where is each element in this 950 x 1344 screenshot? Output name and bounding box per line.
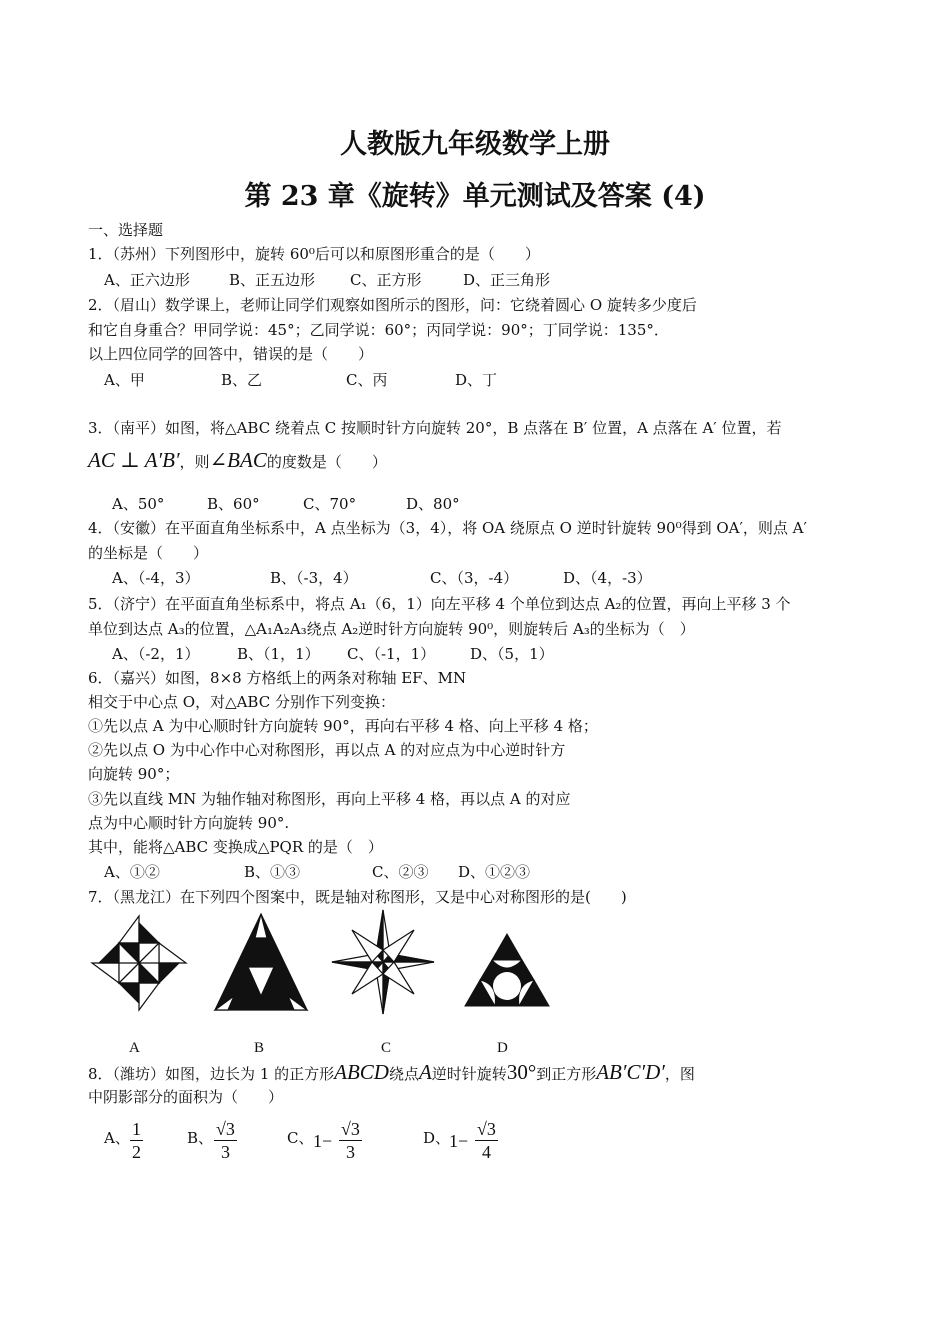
- q5-option-a: A、（-2，1）: [112, 645, 200, 663]
- q8-point-a: A: [418, 1060, 432, 1084]
- q1-option-a: A、正六边形: [104, 271, 190, 289]
- q5-option-b: B、（1，1）: [237, 645, 320, 663]
- q1-option-d: D、正三角形: [463, 271, 551, 289]
- q3-stem-line2: AC ⊥ A′B′，则∠BAC的度数是（ ）: [88, 448, 387, 472]
- doc-subtitle: 第 23 章《旋转》单元测试及答案 (4): [244, 181, 706, 212]
- q3-option-c: C、70°: [303, 495, 357, 513]
- q2-stem-line2: 和它自身重合？甲同学说：45°；乙同学说：60°；丙同学说：90°；丁同学说：135°．: [88, 321, 669, 339]
- q3-option-a: A、50°: [112, 495, 165, 513]
- q6-stem-line7: 点为中心顺时针方向旋转 90°.: [88, 814, 290, 832]
- section-heading: 一、选择题: [88, 221, 164, 239]
- q6-option-a: A、①②: [104, 863, 160, 881]
- q8-option-d-label: D、: [423, 1129, 451, 1147]
- q1-option-c: C、正方形: [350, 271, 422, 289]
- q1-stem: 1．（苏州）下列图形中，旋转 60⁰后可以和原图形重合的是（ ）: [88, 245, 540, 263]
- q4-option-c: C、（3，-4）: [430, 569, 519, 587]
- q2-option-c: C、丙: [346, 371, 388, 389]
- q8-option-d-lead: 1−: [449, 1131, 469, 1151]
- q5-stem-line2: 单位到达点 A₃的位置，△A₁A₂A₃绕点 A₂逆时针方向旋转 90⁰，则旋转后 A₃的坐标为（ ）: [88, 620, 695, 638]
- q2-stem-line3: 以上四位同学的回答中，错误的是（ ）: [88, 345, 374, 363]
- q4-stem-line1: 4．（安徽）在平面直角坐标系中，A 点坐标为（3，4），将 OA 绕原点 O 逆时针旋转 90⁰得到 OA′，则点 A′: [88, 519, 807, 537]
- q3-perp-expression: AC ⊥ A′B′: [88, 448, 180, 472]
- q7-figure-a-pinwheel: [86, 910, 192, 1016]
- q8-option-a-label: A、: [104, 1129, 130, 1147]
- q2-stem-line1: 2．（眉山）数学课上，老师让同学们观察如图所示的图形，问：它绕着圆心 O 旋转多少度后: [88, 296, 697, 314]
- q8-stem-line2: 中阴影部分的面积为（ ）: [88, 1088, 284, 1106]
- q4-option-a: A、（-4，3）: [112, 569, 200, 587]
- q8-option-c-lead: 1−: [313, 1131, 333, 1151]
- q8-option-a-fraction: $\frac{1}{2}$: [132, 1119, 141, 1162]
- q6-option-b: B、①③: [244, 863, 301, 881]
- q7-figure-d-triangles: [460, 932, 554, 1014]
- q3-option-d: D、80°: [406, 495, 460, 513]
- q2-option-d: D、丁: [455, 371, 498, 389]
- q8-option-b-label: B、: [187, 1129, 214, 1147]
- q5-option-c: C、（-1，1）: [347, 645, 436, 663]
- q1-option-b: B、正五边形: [229, 271, 316, 289]
- q6-option-d: D、①②③: [458, 863, 531, 881]
- q5-option-d: D、（5，1）: [470, 645, 554, 663]
- q7-label-c: C: [381, 1040, 392, 1056]
- q6-stem-line6: ③先以直线 MN 为轴作轴对称图形，再向上平移 4 格，再以点 A 的对应: [88, 790, 571, 808]
- q3-stem-line1: 3．（南平）如图，将△ABC 绕着点 C 按顺时针方向旋转 20°，B 点落在 B′ 位置，A 点落在 A′ 位置，若: [88, 419, 782, 437]
- q3-option-b: B、60°: [207, 495, 260, 513]
- q4-option-d: D、（4，-3）: [563, 569, 652, 587]
- q7-figure-c-star: [330, 908, 436, 1016]
- q6-stem-line4: ②先以点 O 为中心作中心对称图形，再以点 A 的对应点为中心逆时针方: [88, 741, 566, 759]
- q8-option-c-label: C、: [287, 1129, 314, 1147]
- q6-stem-line8: 其中，能将△ABC 变换成△PQR 的是（ ）: [88, 838, 383, 856]
- q6-option-c: C、②③: [372, 863, 429, 881]
- q2-option-a: A、甲: [104, 371, 145, 389]
- q8-angle: 30°: [506, 1060, 537, 1084]
- q6-stem-line1: 6．（嘉兴）如图，8×8 方格纸上的两条对称轴 EF、MN: [88, 669, 467, 687]
- q8-option-b-fraction: $\frac{√3}{3}$: [216, 1119, 235, 1162]
- q3-angle-expression: ∠BAC: [209, 448, 267, 472]
- q8-option-d-fraction: $\frac{√3}{4}$: [477, 1119, 496, 1162]
- q7-stem: 7．（黑龙江）在下列四个图案中，既是轴对称图形，又是中心对称图形的是( ): [88, 888, 627, 906]
- doc-title: 人教版九年级数学上册: [340, 129, 610, 160]
- q8-square-rotated: AB′C′D′: [596, 1060, 665, 1084]
- q4-option-b: B、（-3，4）: [270, 569, 358, 587]
- q6-stem-line2: 相交于中心点 O，对△ABC 分别作下列变换：: [88, 693, 395, 711]
- q8-option-c-fraction: $\frac{√3}{3}$: [341, 1119, 360, 1162]
- q8-square-abcd: ABCD: [334, 1060, 389, 1084]
- q7-figure-b-triangle: [212, 910, 310, 1014]
- q7-label-d: D: [497, 1040, 508, 1056]
- q7-label-a: A: [129, 1040, 140, 1056]
- q8-stem-line1: 8．（潍坊）如图，边长为 1 的正方形ABCD绕点A逆时针旋转30°到正方形AB′C′D′，图: [88, 1060, 695, 1084]
- q7-label-b: B: [254, 1040, 265, 1056]
- q6-stem-line3: ①先以点 A 为中心顺时针方向旋转 90°，再向右平移 4 格、向上平移 4 格；: [88, 717, 598, 735]
- q6-stem-line5: 向旋转 90°；: [88, 765, 180, 783]
- q2-option-b: B、乙: [221, 371, 263, 389]
- q4-stem-line2: 的坐标是（ ）: [88, 544, 209, 562]
- q5-stem-line1: 5．（济宁）在平面直角坐标系中，将点 A₁（6，1）向左平移 4 个单位到达点 A₂的位置，再向上平移 3 个: [88, 595, 791, 613]
